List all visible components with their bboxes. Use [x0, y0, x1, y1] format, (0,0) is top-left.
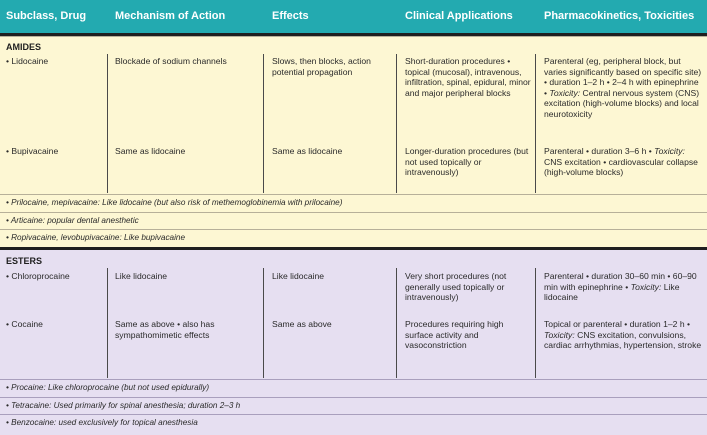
pk-text: CNS excitation, convulsions, cardiac arrhythmias, hypertension, stroke	[544, 329, 702, 351]
note-tetracaine: • Tetracaine: Used primarily for spinal anesthesia; duration 2–3 h	[6, 401, 241, 410]
header-pharmacokinetics: Pharmacokinetics, Toxicities	[544, 10, 695, 22]
pk-text: Like lidocaine	[544, 281, 680, 303]
note-prilocaine: • Prilocaine, mepivacaine: Like lidocaine (but also risk of methemoglobinemia with prilocaine)	[6, 198, 343, 207]
drug-cocaine: • Cocaine	[6, 319, 43, 329]
esters-section	[0, 250, 707, 435]
column-divider	[396, 268, 397, 378]
column-divider	[535, 268, 536, 378]
toxicity-label: Toxicity:	[654, 146, 685, 156]
toxicity-label: Toxicity:	[544, 329, 575, 340]
mechanism-cocaine: Same as above • also has sympathomimetic effects	[115, 319, 215, 340]
pk-text: Parenteral • duration 3–6 h •	[544, 146, 655, 156]
pk-text: Central nervous system (CNS) excitation (high-volume blocks) and local neurotoxicity	[544, 87, 700, 119]
amides-top-rule	[0, 36, 707, 37]
clinical-chloroprocaine: Very short procedures (not generally used topically or intravenously)	[405, 271, 507, 303]
notes-rule	[0, 194, 707, 195]
pk-text: Topical or parenteral • duration 1–2 h •	[544, 319, 690, 329]
esters-title: ESTERS	[6, 256, 43, 266]
column-divider	[107, 268, 108, 378]
clinical-cocaine: Procedures requiring high surface activity and vasoconstriction	[405, 319, 504, 351]
amides-section	[0, 36, 707, 247]
notes-rule	[0, 414, 707, 415]
mechanism-lidocaine: Blockade of sodium channels	[115, 56, 227, 66]
mechanism-bupivacaine: Same as lidocaine	[115, 146, 186, 156]
effects-chloroprocaine: Like lidocaine	[272, 271, 325, 281]
effects-bupivacaine: Same as lidocaine	[272, 146, 343, 156]
notes-rule	[0, 212, 707, 213]
effects-lidocaine: Slows, then blocks, action potential propagation	[272, 56, 371, 77]
note-benzocaine: • Benzocaine: used exclusively for topical anesthesia	[6, 418, 198, 427]
notes-rule	[0, 229, 707, 230]
drug-bupivacaine: • Bupivacaine	[6, 146, 59, 156]
note-articaine: • Articaine: popular dental anesthetic	[6, 216, 139, 225]
pk-bupivacaine	[544, 146, 702, 178]
pk-text: CNS excitation • cardiovascular collapse (high-volume blocks)	[544, 156, 698, 178]
table-header	[0, 0, 707, 33]
column-divider	[396, 54, 397, 193]
pk-text: Parenteral • duration 30–60 min • 60–90 min with epinephrine •	[544, 271, 697, 292]
header-subclass-drug: Subclass, Drug	[6, 10, 87, 22]
pk-cocaine	[544, 319, 702, 351]
clinical-bupivacaine: Longer-duration procedures (but not used topically or intravenously)	[405, 146, 529, 178]
pk-text: Parenteral (eg, peripheral block, but varies significantly based on specific site) • duration 1–2 h • 2–4 h with epinephrine •	[544, 56, 702, 98]
effects-cocaine: Same as above	[272, 319, 332, 329]
amides-title: AMIDES	[6, 42, 42, 52]
drug-chloroprocaine: • Chloroprocaine	[6, 271, 70, 281]
clinical-lidocaine: Short-duration procedures • topical (mucosal), intravenous, infiltration, spinal, epidural, minor and major peripheral blocks	[405, 56, 531, 98]
header-clinical-applications: Clinical Applications	[405, 10, 513, 22]
pk-lidocaine	[544, 56, 702, 120]
column-divider	[263, 268, 264, 378]
notes-rule	[0, 379, 707, 380]
pk-chloroprocaine	[544, 271, 702, 303]
column-divider	[535, 54, 536, 193]
drug-lidocaine: • Lidocaine	[6, 56, 49, 66]
header-mechanism: Mechanism of Action	[115, 10, 226, 22]
column-divider	[263, 54, 264, 193]
toxicity-label: Toxicity:	[549, 87, 581, 98]
notes-rule	[0, 397, 707, 398]
mechanism-chloroprocaine: Like lidocaine	[115, 271, 168, 281]
column-divider	[107, 54, 108, 193]
note-ropivacaine: • Ropivacaine, levobupivacaine: Like bupivacaine	[6, 233, 186, 242]
header-effects: Effects	[272, 10, 309, 22]
note-procaine: • Procaine: Like chloroprocaine (but not used epidurally)	[6, 383, 210, 392]
toxicity-label: Toxicity:	[630, 281, 662, 292]
